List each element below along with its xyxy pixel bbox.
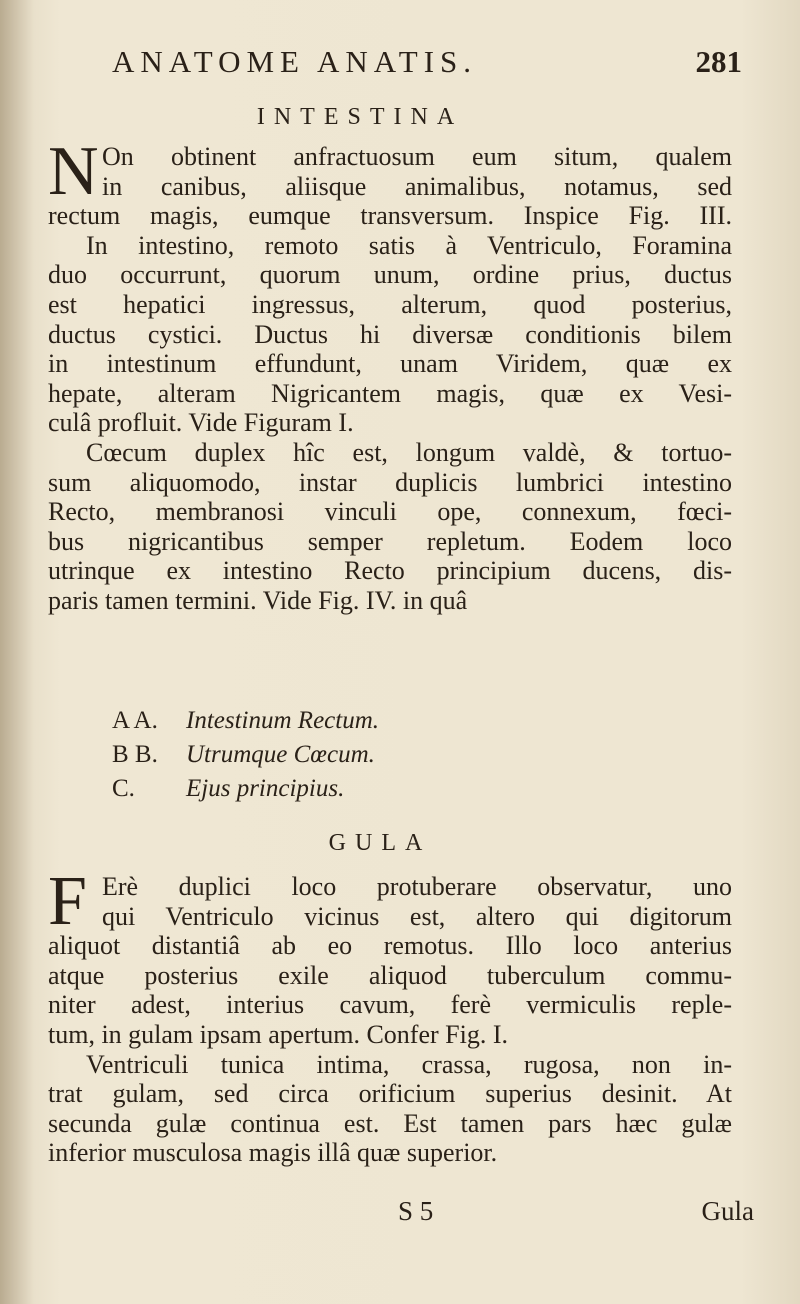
drop-cap-f: F [48,863,87,940]
text-line: In intestino, remoto satis à Ventriculo, Foramina [86,230,732,260]
text-line: secunda gulæ continua est. Est tamen pars hæc gulæ [48,1108,732,1138]
text-line: atque posterius exile aliquod tuberculum commu- [48,960,732,990]
text-line: Cœcum duplex hîc est, longum valdè, & tortuo- [86,437,732,467]
legend-row [112,704,592,738]
text-line: Recto, membranosi vinculi ope, connexum, fœci- [48,497,732,527]
text-line: culâ profluit. Vide Figuram I. [48,408,354,438]
text-line: Ventriculi tunica intima, crassa, rugosa, non in- [86,1049,732,1079]
text-line: niter adest, interius cavum, ferè vermiculis reple- [48,990,732,1020]
text-line: inferior musculosa magis illâ quæ superior. [48,1138,498,1168]
text-line: utrinque ex intestino Recto principium ducens, dis- [48,556,732,586]
text-line: trat gulam, sed circa orificium superius desinit. At [48,1079,732,1109]
drop-cap-n: N [48,133,99,210]
legend-row [112,772,592,806]
section-heading-gula: GULA [328,830,432,856]
catchword: Gula [701,1196,754,1226]
page-number: 281 [695,44,742,79]
text-line: aliquot distantiâ ab eo remotus. Illo loco anterius [48,931,732,961]
text-line: in canibus, aliisque animalibus, notamus, sed [102,171,732,201]
running-head [112,44,766,84]
signature-mark: S 5 [398,1196,434,1226]
legend-label: B B. [112,741,158,768]
legend-row [112,738,592,772]
text-line: rectum magis, eumque transversum. Inspice Fig. III. [48,201,732,231]
legend-label: C. [112,775,135,802]
legend-text: Intestinum Rectum. [186,707,380,734]
page-footer [0,1196,800,1230]
text-line: sum aliquomodo, instar duplicis lumbrici intestino [48,467,732,497]
text-line: in intestinum effundunt, unam Viridem, quæ ex [48,349,732,379]
text-line: qui Ventriculo vicinus est, altero qui digitorum [102,901,732,931]
text-line: ductus cystici. Ductus hi diversæ conditionis bilem [48,319,732,349]
text-line: duo occurrunt, quorum unum, ordine prius, ductus [48,260,732,290]
section-intestina-text [48,133,732,616]
section-gula-text [48,863,732,1168]
text-line: paris tamen termini. Vide Fig. IV. in quâ [48,585,468,615]
text-line: est hepatici ingressus, alterum, quod posterius, [48,289,732,319]
text-line: bus nigricantibus semper repletum. Eodem loco [48,526,732,556]
legend-label: A A. [112,707,158,734]
text-line: tum, in gulam ipsam apertum. Confer Fig. I. [48,1019,508,1049]
text-line: hepate, alteram Nigricantem magis, quæ ex Vesi- [48,378,732,408]
section-heading-intestina: INTESTINA [256,104,464,130]
legend-text: Utrumque Cœcum. [186,741,375,768]
figure-legend [112,704,592,806]
running-head-title: ANATOME ANATIS. [112,44,478,79]
legend-text: Ejus principius. [186,775,345,802]
text-line: On obtinent anfractuosum eum situm, qualem [102,142,732,171]
text-line: Erè duplici loco protuberare observatur, uno [102,872,732,901]
